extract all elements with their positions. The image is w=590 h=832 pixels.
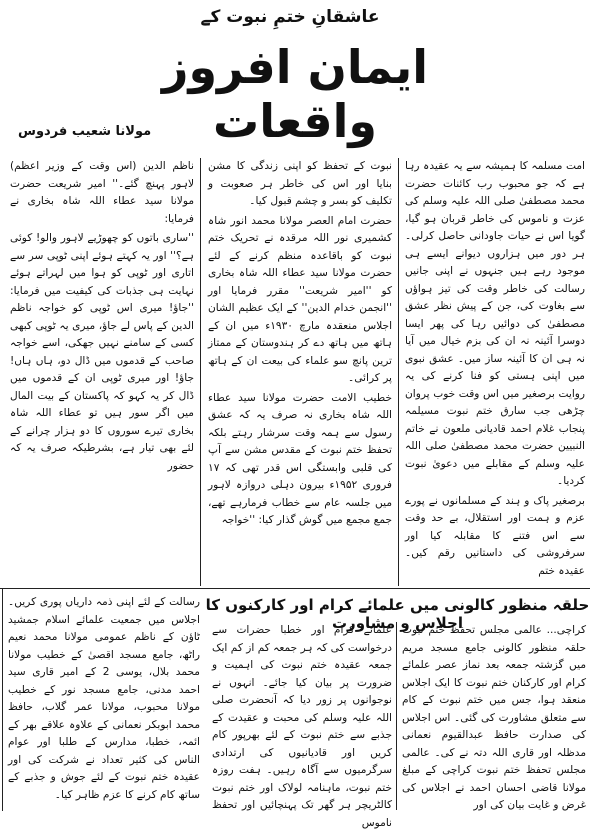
side-box-text [8,594,200,808]
article-column-3 [10,158,194,586]
paragraph: ناظم الدین (اس وقت کے وزیر اعظم) لاہور پہنچ گئے۔'' امیر شریعت حضرت مولانا سید عطاء اللہ شاہ بخاری نے فرمایا: [10,160,194,225]
author-byline: مولانا شعیب فردوس [18,124,152,139]
section-headline: حلقہ منظور کالونی میں علمائے کرام اور کارکنوں کا اجلاس و مشاورت [205,596,590,632]
paragraph: امت مسلمہ کا ہمیشہ سے یہ عقیدہ رہا ہے کہ جو محبوب رب کائنات حضرت محمد مصطفیٰ صلی اللہ علیہ وسلم کی عزت و ناموس کی خاطر قربان ہو گیا، گویا اس نے حیات جاودانی حاصل کرلی۔ ہر دور میں ہزاروں دیوانے ایسے ہی موجود رہے ہیں جنہوں نے اپنی جانیں رسالت کی خاطر وقت کی تیز ہواؤں سے بغاوت کی، جن کے پیش نظر عشق مصطفیٰ کی دوائیں رہا کی پھر ایسا دوسرا آئینہ نہ ان کی بزم خیال میں آیا نہ ہی ان کا آئینہ ساز میں۔ عشق نبوی میں اپنی ہستی کو فنا کرنے کی یہ روایت برصغیر میں اس وقت خوب پروان چڑھی جب سارق ختم نبوت مسیلمہ پنجاب غلام احمد قادیانی ملعون نے خاتم النبیین حضرت محمد مصطفیٰ صلی اللہ علیہ وسلم کے مقابلے میں دعویٰ نبوت کردیا۔ [405,160,585,487]
paragraph: خطیب الامت حضرت مولانا سید عطاء اللہ شاہ بخاری نہ صرف یہ کہ عشق رسول سے ہمہ وقت سرشار رہتے بلکہ تحفظ ختم نبوت کے مقدس مشن سے آپ کی قلبی وابستگی اس قدر تھی کہ ۱۷ فروری ۱۹۵۲ء بیرون دہلی دروازہ لاہور میں جلسہ عام سے خطاب فرمارہے تھے، جمع مجمع میں گوش گذار کیا: ''خواجہ [208,391,392,526]
article-kicker: عاشقانِ ختمِ نبوت کے [200,7,380,27]
column-divider [396,622,397,810]
paragraph: ''ساری باتوں کو چھوڑیے لاہور والو! کوئی ہے؟'' اور یہ کہتے ہوئے اپنی ٹوپی سر سے اتاری اور ٹوپی کو ہوا میں لہراتے ہوئے نہایت ہی جذبات کی کیفیت میں فرمایا: ''جاؤ! میری اس ٹوپی کو خواجہ ناظم الدین کے پاس لے جاؤ، میری یہ ٹوپی کبھی کسی کے سامنے نہیں جھکی، اسے خواجہ صاحب کے قدموں میں ڈال دو، ہاں ہاں! جاؤ! اور میری ٹوپی ان کے قدموں میں ڈال کر یہ کہو کہ پاکستان کے بیت المال میں اگر سور ہیں تو عطاء اللہ شاہ بخاری تیرے سوروں کا دو ہزار چرانے کے لئے بھی تیار ہے، بشرطیکہ صرف یہ کہ حضور [10,232,194,472]
article-column-2 [208,158,392,586]
section-column-right [402,622,586,810]
article-column-1 [405,158,585,586]
article-headline: ایمان افروز واقعات [161,40,428,148]
paragraph: برصغیر پاک و ہند کے مسلمانوں نے پورے عزم و ہمت اور استقلال، بے حد وقت سے اس فتنے کا مقابلہ کیا اور سرفروشی کی داستانیں رقم کیں۔ عقیدہ ختم [405,494,585,577]
column-divider [200,158,201,586]
column-divider [398,158,399,586]
paragraph: نبوت کے تحفظ کو اپنی زندگی کا مشن بنایا اور اس کی خاطر ہر صعوبت و تکلیف کو بسر و چشم قبول کیا۔ [208,160,392,207]
section-column-middle [212,622,392,829]
paragraph: علمائے کرام اور خطبا حضرات سے درخواست کی کہ ہر جمعہ کم از کم ایک جمعہ عقیدہ ختم نبوت کی اہمیت و ضرورت پر بیان کیا جائے۔ انہوں نے نوجوانوں پر زور دیا کہ آنحضرت صلی اللہ علیہ وسلم کی محبت و عقیدت کے جذبے سے ختم نبوت کے لئے بھرپور کام کریں اور قادیانیوں کی ارتدادی سرگرمیوں سے آگاہ رہیں۔ ہفت روزہ ختم نبوت، ماہنامہ لولاک اور ختم نبوت کالٹریچر ہر گھر تک پہنچائیں اور تحفظ ناموس [212,624,392,829]
paragraph: کراچی... عالمی مجلس تحفظ ختم نبوت حلقہ منظور کالونی جامع مسجد مریم میں گزشتہ جمعہ بعد نماز عصر علمائے کرام اور کارکنان ختم نبوت کا ایک اجلاس منعقد ہوا، جس میں ختم نبوت کے کام سے متعلق مشاورت کی گئی۔ اس اجلاس کی صدارت حافظ عبدالقیوم نعمانی مدظلہ اور قاری اللہ دتہ نے کی۔ عالمی مجلس تحفظ ختم نبوت کراچی کے مبلغ مولانا قاضی احسان احمد نے اجلاس کی غرض و غایت بیان کی اور [402,624,586,811]
paragraph: رسالت کے لئے اپنی ذمہ داریاں پوری کریں۔ اجلاس میں جمعیت علمائے اسلام جمشید ٹاؤن کے ناظم عمومی مولانا محمد نعیم راٹھ، جامع مسجد اقصیٰ کے خطیب مولانا محمد بلال، یوسی 2 کے امیر قاری سید احمد مدنی، جامع مسجد نور کے خطیب مولانا محبوب، مولانا عمر گلاب، حافظ محمد ابوبکر نعمانی کے علاوہ علاقے بھر کے ائمہ، خطبا، مدارس کے طلبا اور عوام الناس کی کثیر تعداد نے شرکت کی اور عقیدہ ختم نبوت کے لئے جوش و جذبے کے ساتھ کام کرنے کا عزم ظاہر کیا۔ [8,596,200,801]
paragraph: حضرت امام العصر مولانا محمد انور شاہ کشمیری نور اللہ مرقدہ نے تحریک ختم نبوت کو باقاعدہ منظم کرنے کے لئے حضرت مولانا سید عطاء اللہ شاہ بخاری کو ''امیر شریعت'' مقرر فرمایا اور ''انجمن خدام الدین'' کے ایک عظیم الشان اجلاس منعقدہ مارچ ۱۹۳۰ء میں ان کے ہاتھ میں ہاتھ دے کر ہندوستان کے ممتاز ترین پانچ سو علماء کی بیعت ان کے ہاتھ پر کرائی۔ [208,214,393,384]
